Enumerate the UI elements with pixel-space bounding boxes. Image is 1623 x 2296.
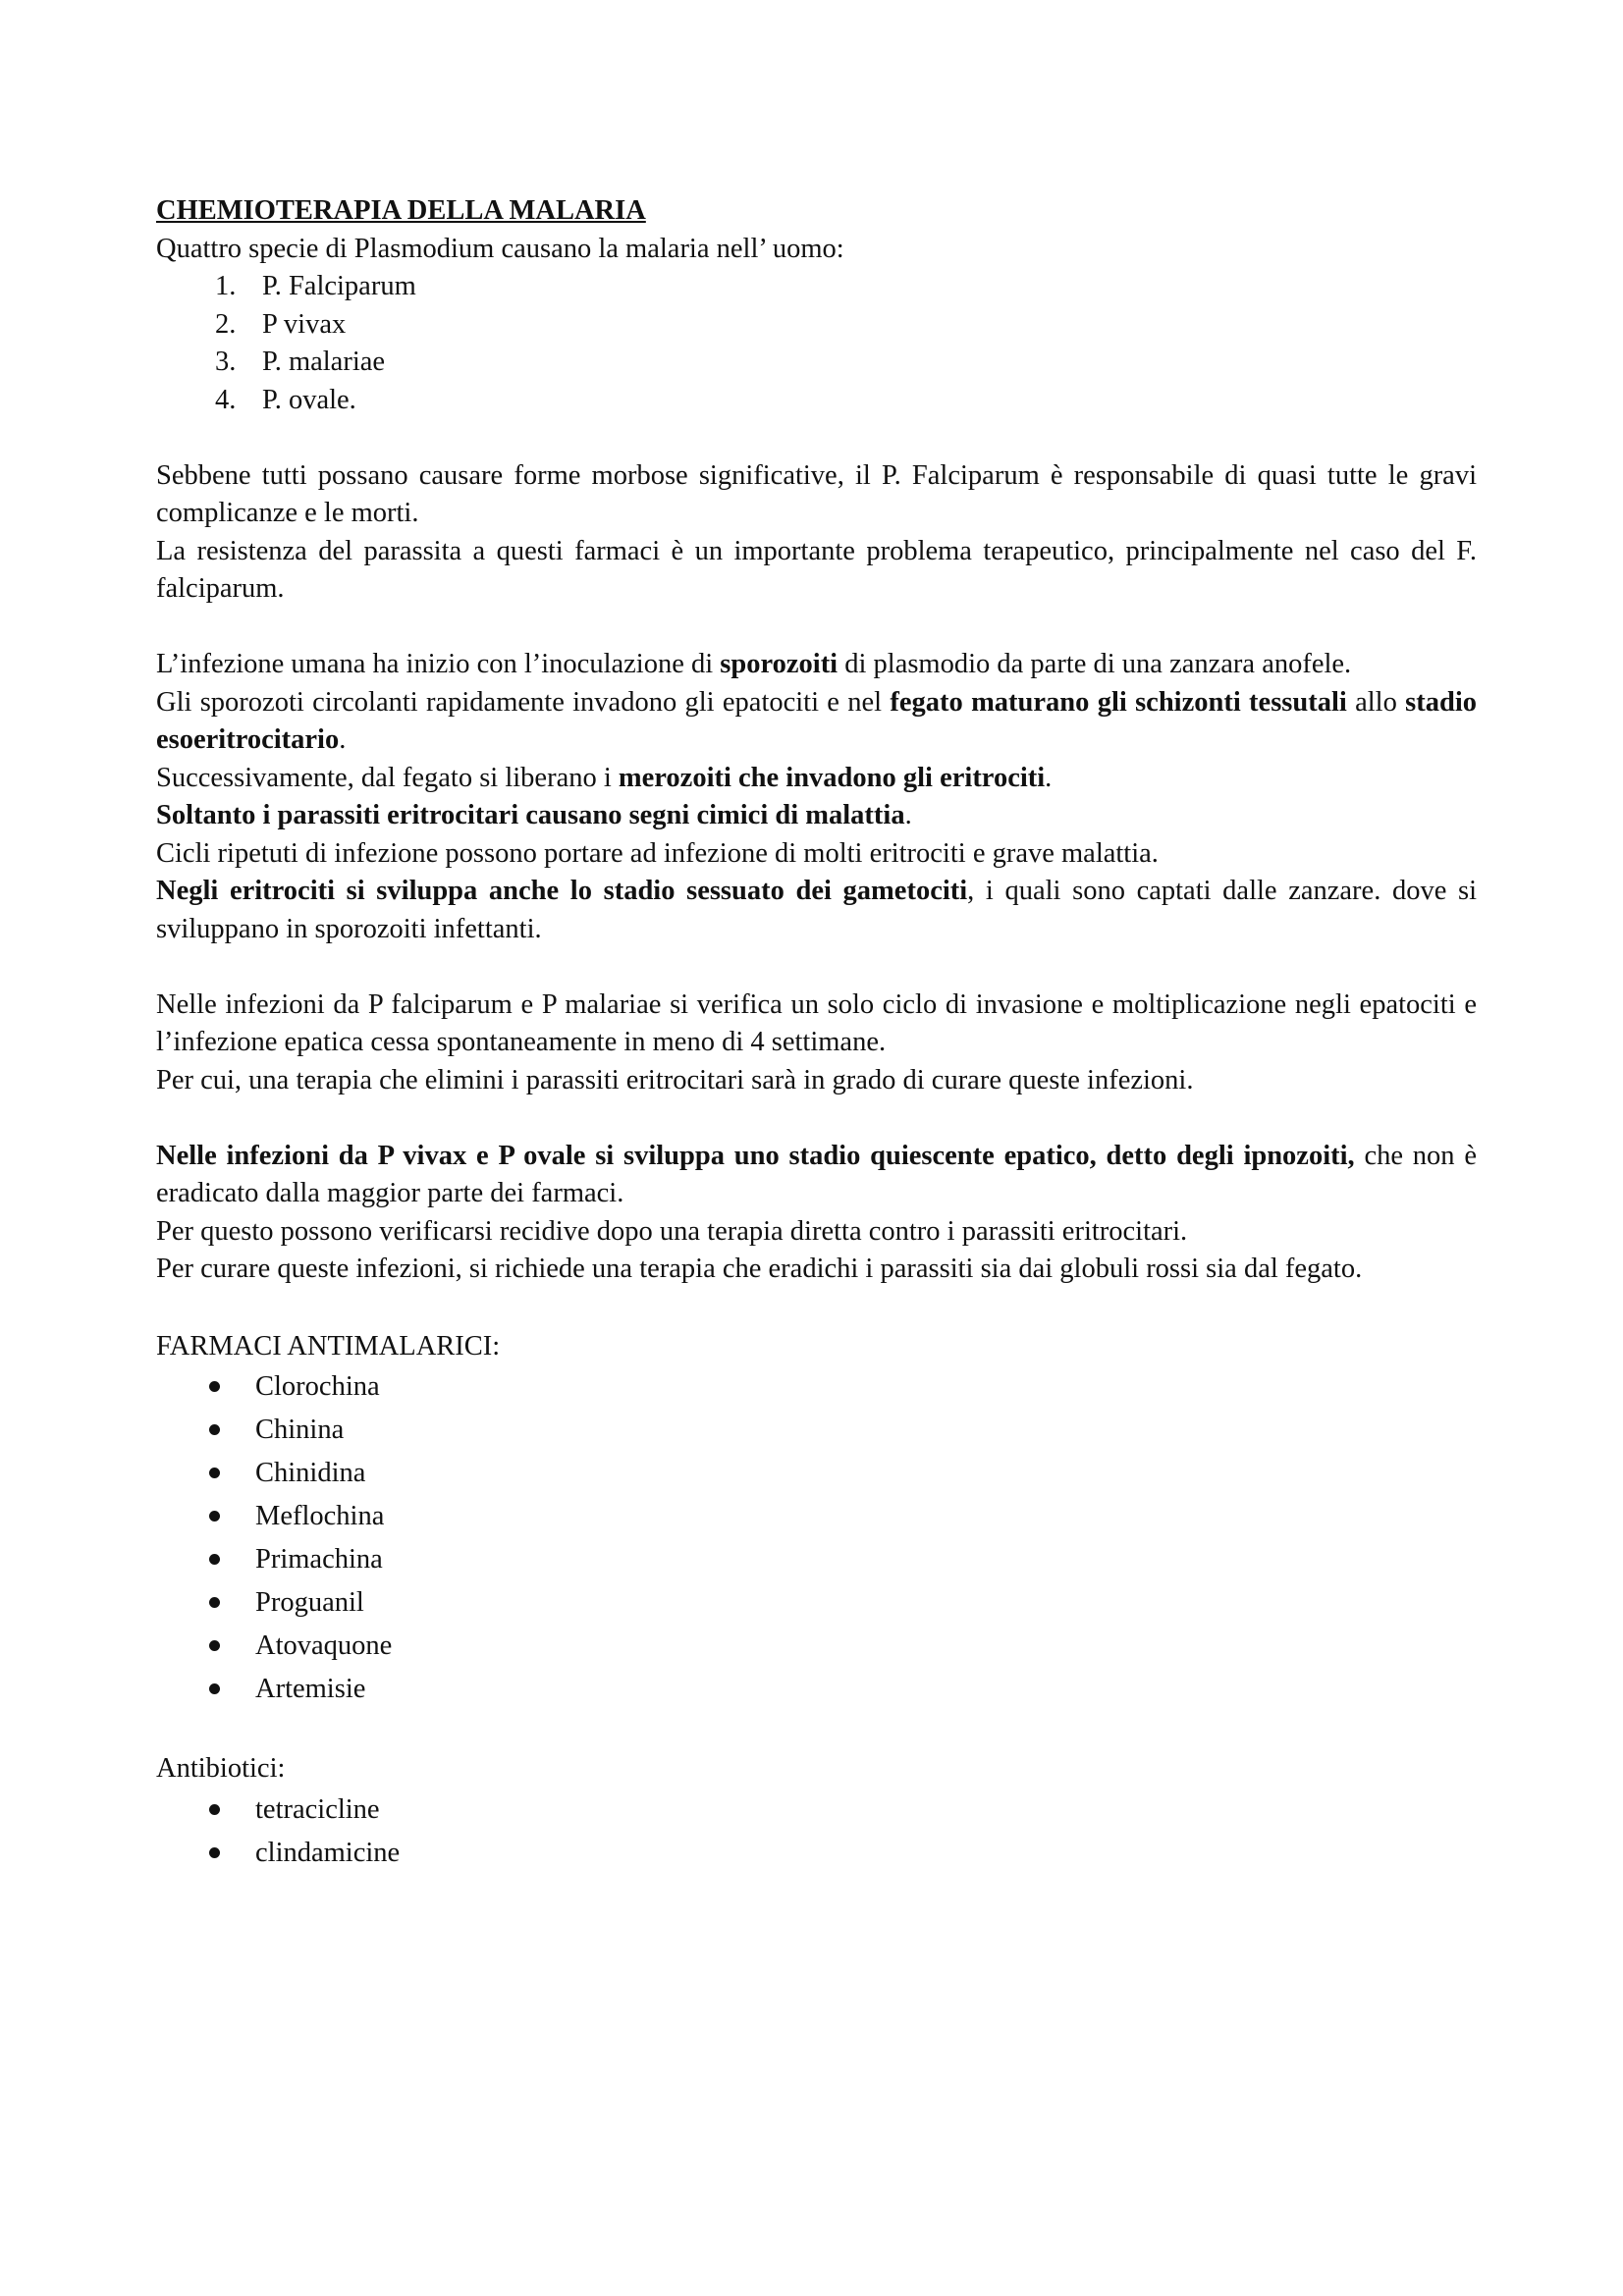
list-item: clindamicine xyxy=(156,1832,1477,1875)
list-item: Meflochina xyxy=(156,1495,1477,1538)
document-page xyxy=(156,192,1477,1875)
paragraph-single-cycle: Nelle infezioni da P falciparum e P malariae si verifica un solo ciclo di invasione e moltiplicazione negli epatociti e l’infezione epatica cessa spontaneamente in meno di 4 settimane. xyxy=(156,988,1477,1057)
list-item: Chinidina xyxy=(156,1452,1477,1495)
paragraph-infection-start: L’infezione umana ha inizio con l’inoculazione di sporozoiti di plasmodio da parte di una zanzara anofele. xyxy=(156,649,1352,679)
bullet-icon xyxy=(209,1847,220,1858)
list-item xyxy=(156,344,1477,382)
paragraph-merozoites: Successivamente, dal fegato si liberano i merozoiti che invadono gli eritrociti. xyxy=(156,762,1053,793)
bullet-icon xyxy=(209,1804,220,1815)
list-number: 3. xyxy=(215,347,237,377)
list-item-label: P. malariae xyxy=(262,347,386,377)
paragraph-cycles: Cicli ripetuti di infezione possono portare ad infezione di molti eritrociti e grave malattia. xyxy=(156,837,1159,869)
paragraph-relapses: Per questo possono verificarsi recidive dopo una terapia diretta contro i parassiti eritrocitari. xyxy=(156,1215,1188,1247)
drugs-list xyxy=(156,1365,1477,1711)
bullet-icon xyxy=(209,1597,220,1608)
bullet-icon xyxy=(209,1683,220,1694)
list-item: Artemisie xyxy=(156,1668,1477,1711)
list-item: Clorochina xyxy=(156,1365,1477,1409)
antibiotics-list xyxy=(156,1789,1477,1875)
bullet-icon xyxy=(209,1640,220,1651)
list-item xyxy=(156,268,1477,306)
list-item-label: P. ovale. xyxy=(262,384,356,415)
list-number: 4. xyxy=(215,384,237,415)
paragraph-erythrocytic: Soltanto i parassiti eritrocitari causano segni cimici di malattia. xyxy=(156,800,912,830)
bullet-icon xyxy=(209,1381,220,1392)
list-item: Chinina xyxy=(156,1409,1477,1452)
paragraph-falciparum: Sebbene tutti possano causare forme morbose significative, il P. Falciparum è responsabile di quasi tutte le gravi complicanze e le morti. xyxy=(156,459,1477,528)
paragraph-cure: Per curare queste infezioni, si richiede una terapia che eradichi i parassiti sia dai globuli rossi sia dal fegato. xyxy=(156,1254,1363,1284)
list-item xyxy=(156,382,1477,420)
list-number: 1. xyxy=(215,271,237,301)
bullet-icon xyxy=(209,1424,220,1435)
species-list xyxy=(156,268,1477,419)
list-number: 2. xyxy=(215,308,237,340)
list-item-label: P. Falciparum xyxy=(262,271,416,301)
list-item: Proguanil xyxy=(156,1581,1477,1625)
intro-text: Quattro specie di Plasmodium causano la malaria nell’ uomo: xyxy=(156,233,844,264)
paragraph-resistance: La resistenza del parassita a questi farmaci è un importante problema terapeutico, principalmente nel caso del F. falciparum. xyxy=(156,535,1477,604)
list-item: Atovaquone xyxy=(156,1625,1477,1668)
bullet-icon xyxy=(209,1511,220,1522)
paragraph-gametocytes: Negli eritrociti si sviluppa anche lo stadio sessuato dei gametociti, i quali sono captati dalle zanzare. dove si sviluppano in sporozoiti infettanti. xyxy=(156,876,1478,944)
document-title: CHEMIOTERAPIA DELLA MALARIA xyxy=(156,195,646,226)
antibiotics-heading: Antibiotici: xyxy=(156,1753,286,1784)
list-item: Primachina xyxy=(156,1538,1477,1581)
list-item xyxy=(156,306,1477,345)
drugs-heading: FARMACI ANTIMALARICI: xyxy=(156,1330,501,1362)
list-item-label: P vivax xyxy=(262,308,347,340)
paragraph-therapy: Per cui, una terapia che elimini i parassiti eritrocitari sarà in grado di curare queste infezioni. xyxy=(156,1064,1194,1095)
bullet-icon xyxy=(209,1468,220,1478)
bullet-icon xyxy=(209,1554,220,1565)
paragraph-sporozoites: Gli sporozoti circolanti rapidamente invadono gli epatociti e nel fegato maturano gli schizonti tessutali allo stadio esoeritrocitario. xyxy=(156,686,1478,755)
paragraph-hypnozoites: Nelle infezioni da P vivax e P ovale si sviluppa uno stadio quiescente epatico, detto degli ipnozoiti, che non è eradicato dalla maggior parte dei farmaci. xyxy=(156,1140,1477,1208)
list-item: tetracicline xyxy=(156,1789,1477,1832)
